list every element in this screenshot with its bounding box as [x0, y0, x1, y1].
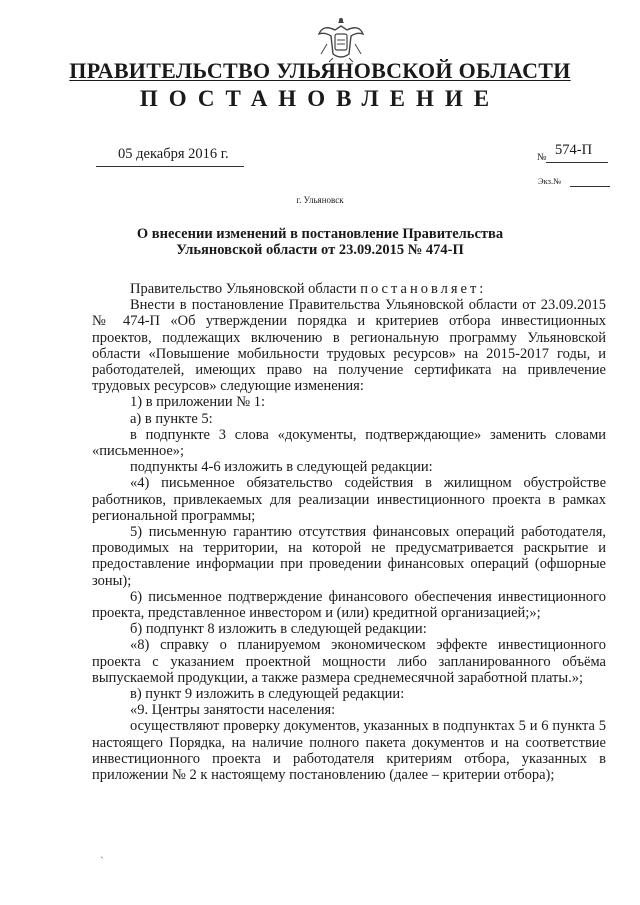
document-type: ПОСТАНОВЛЕНИЕ — [139, 86, 501, 111]
heading-line-2: Ульяновской области от 23.09.2015 № 474-П — [176, 242, 464, 258]
page-mark: ˏ — [100, 845, 104, 859]
document-number: 574-П — [555, 142, 593, 158]
copy-number-underline — [570, 186, 610, 187]
paragraph: в) пункт 9 изложить в следующей редакции: — [130, 686, 405, 703]
paragraph: «4) письменное обязательство содействия в жилищном обустройстве работников, привлекаемых для реализации инвестиционного проекта в рамках региональной программы; — [92, 475, 606, 524]
paragraph: 1) в приложении № 1: — [130, 394, 265, 411]
paragraph: «9. Центры занятости населения: — [130, 702, 336, 719]
intro-decree-word: постановляет: — [360, 281, 487, 297]
paragraph: а) в пункте 5: — [130, 410, 213, 427]
paragraph: Внести в постановление Правительства Ульяновской области от 23.09.2015 № 474-П «Об утверждении порядка и критериев отбора инвестиционных проектов, подлежащих включению в региональную программу Ульяновской области «Повышение мобильности трудовых ресурсов» на 2015-2017 годы, и работодателей, имеющих право на получение сертификата на привлечение трудовых ресурсов» следующие изменения: — [92, 297, 606, 395]
paragraph: подпункты 4-6 изложить в следующей редакции: — [130, 459, 433, 476]
document-date: 05 декабря 2016 г. — [118, 146, 229, 162]
document-body — [92, 281, 606, 783]
coat-of-arms-icon — [313, 14, 369, 64]
government-title: ПРАВИТЕЛЬСТВО УЛЬЯНОВСКОЙ ОБЛАСТИ — [69, 58, 571, 83]
heading-line-1: О внесении изменений в постановление Правительства — [136, 226, 504, 242]
paragraph: «8) справку о планируемом экономическом эффекте инвестиционного проекта с указанием проектной мощности либо запланированного объёма выпускаемой продукции, а также размера среднемесячной заработной платы.»; — [92, 637, 606, 686]
date-underline — [96, 166, 244, 167]
number-underline — [546, 162, 608, 163]
paragraph: осуществляют проверку документов, указанных в подпунктах 5 и 6 пункта 5 настоящего Порядка, на наличие полного пакета документов и на соответствие инвестиционного проекта и работодателя критериям отбора, указанных в приложении № 2 к настоящему постановлению (далее – критерии отбора); — [92, 718, 606, 784]
copy-number-label: Экз.№ — [538, 176, 562, 186]
paragraph: 6) письменное подтверждение финансового обеспечения инвестиционного проекта, представленное инвестором и (или) кредитной организацией;»; — [92, 588, 606, 622]
city: г. Ульяновск — [296, 195, 344, 205]
paragraph: в подпункте 3 слова «документы, подтверждающие» заменить словами «письменное»; — [92, 426, 606, 460]
paragraph: б) подпункт 8 изложить в следующей редакции: — [130, 621, 427, 638]
document-heading — [90, 226, 550, 258]
paragraph: 5) письменную гарантию отсутствия финансовых операций работодателя, проводимых на территории, на которой не предусматривается раскрытие и предоставление информации при проведении финансовых операций (офшорные зоны); — [92, 524, 606, 589]
intro-prefix: Правительство Ульяновской области — [130, 281, 357, 297]
number-sign: № — [537, 152, 547, 163]
intro-paragraph — [92, 281, 606, 297]
